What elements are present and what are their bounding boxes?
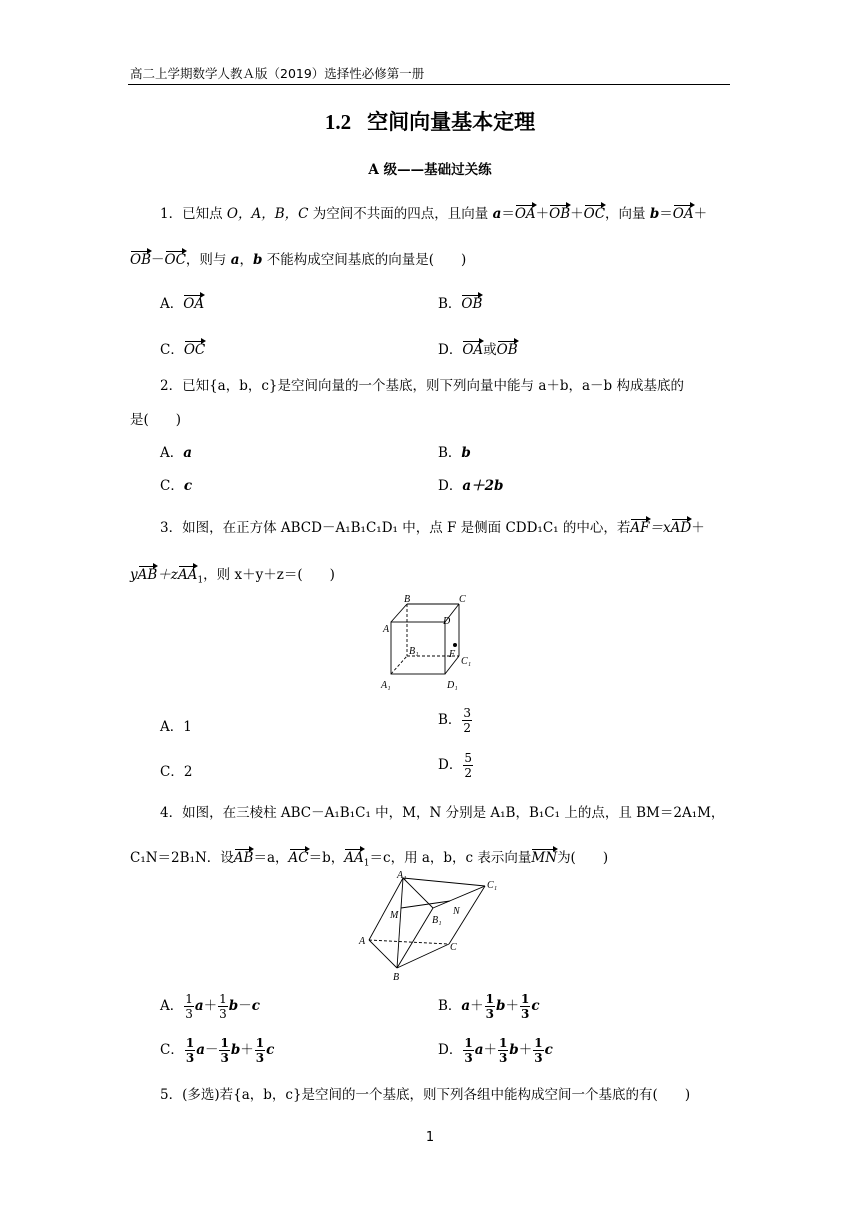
q2-option-d[interactable]: D．a＋2b (438, 478, 504, 494)
label-c1: C₁ (487, 880, 498, 891)
section-title-text: 空间向量基本定理 (367, 110, 536, 134)
label-d1: D₁ (447, 680, 458, 691)
q4-option-d[interactable]: D． $\frac{1}{3}$ a＋ $\frac{1}{3}$ b＋ $\frac{1}{3}$ c (438, 1036, 553, 1065)
label-m: M (390, 910, 399, 921)
section-number: 1.2 (324, 110, 352, 134)
label-c: C (459, 594, 466, 605)
q2-option-a[interactable]: A．a (160, 445, 192, 461)
label-b1: B₁ (432, 915, 442, 926)
q1-line1: 1．已知点 O，A，B，C 为空间不共面的四点，且向量 a＝OA＋OB＋OC，向量 b＝OA＋ (160, 206, 708, 222)
level-subtitle: A 级——基础过关练 (368, 162, 492, 178)
q1-option-d[interactable]: D．OA或OB (438, 342, 518, 358)
label-b: B (404, 594, 411, 605)
label-a1: A₁ (397, 870, 407, 881)
prism-figure (355, 868, 515, 984)
section-title (0, 106, 860, 136)
label-b1: B₁ (409, 646, 419, 657)
q5-line1: 5．(多选)若{a，b，c}是空间的一个基底，则下列各组中能构成空间一个基底的有( ) (160, 1087, 691, 1103)
label-n: N (453, 906, 460, 917)
label-f: F (449, 649, 456, 660)
page-number: 1 (425, 1130, 435, 1145)
q3-line1: 3．如图，在正方体 ABCD－A₁B₁C₁D₁ 中，点 F 是侧面 CDD₁C₁ 的中心，若AF＝xAD＋ (160, 520, 705, 536)
q1-option-a[interactable]: A．OA (160, 296, 205, 312)
q1-option-b[interactable]: B．OB (438, 296, 483, 312)
cube-figure (375, 592, 475, 696)
q4-option-a[interactable]: A． $\frac{1}{3}$ a＋ $\frac{1}{3}$ b－c (160, 992, 260, 1021)
page-header: 高二上学期数学人教Ａ版（2019）选择性必修第一册 (130, 66, 425, 81)
q3-option-d[interactable]: D． $\frac{5}{2}$ (438, 751, 472, 780)
q2-line1: 2．已知{a，b，c}是空间向量的一个基底，则下列向量中能与 a＋b，a－b 构成基底的 (160, 378, 684, 394)
q1-option-c[interactable]: C．OC (160, 342, 206, 358)
q2-line2: 是( ) (130, 412, 182, 428)
label-a: A (383, 624, 390, 635)
label-c1: C₁ (461, 656, 472, 667)
point-f (453, 643, 457, 647)
q4-option-b[interactable]: B．a＋ $\frac{1}{3}$ b＋ $\frac{1}{3}$ c (438, 992, 540, 1021)
q3-option-b[interactable]: B． $\frac{3}{2}$ (438, 706, 472, 735)
label-b: B (393, 972, 400, 983)
q3-line2: yAB＋zAA$_1$，则 x＋y＋z＝( ) (130, 567, 335, 586)
q4-line2: C₁N＝2B₁N．设AB＝a，AC＝b，$AA_1=c$，用 a，b，c 表示向量MN为( ) (130, 850, 609, 869)
q1-line2: OB－OC，则与 a，b 不能构成空间基底的向量是( ) (130, 252, 467, 268)
label-a: A (359, 936, 366, 947)
q2-option-b[interactable]: B．b (438, 445, 471, 461)
q3-option-c[interactable]: C．2 (160, 764, 193, 780)
q4-option-c[interactable]: C． $\frac{1}{3}$ a－ $\frac{1}{3}$ b＋ $\frac{1}{3}$ c (160, 1036, 275, 1065)
label-d: D (443, 616, 451, 627)
q4-line1: 4．如图，在三棱柱 ABC－A₁B₁C₁ 中，M，N 分别是 A₁B，B₁C₁ 上的点，且 BM＝2A₁M， (160, 805, 725, 821)
q3-option-a[interactable]: A．1 (160, 719, 192, 735)
q2-option-c[interactable]: C．c (160, 478, 193, 494)
label-c: C (450, 942, 457, 953)
label-a1: A₁ (381, 680, 391, 691)
header-rule (128, 84, 730, 85)
